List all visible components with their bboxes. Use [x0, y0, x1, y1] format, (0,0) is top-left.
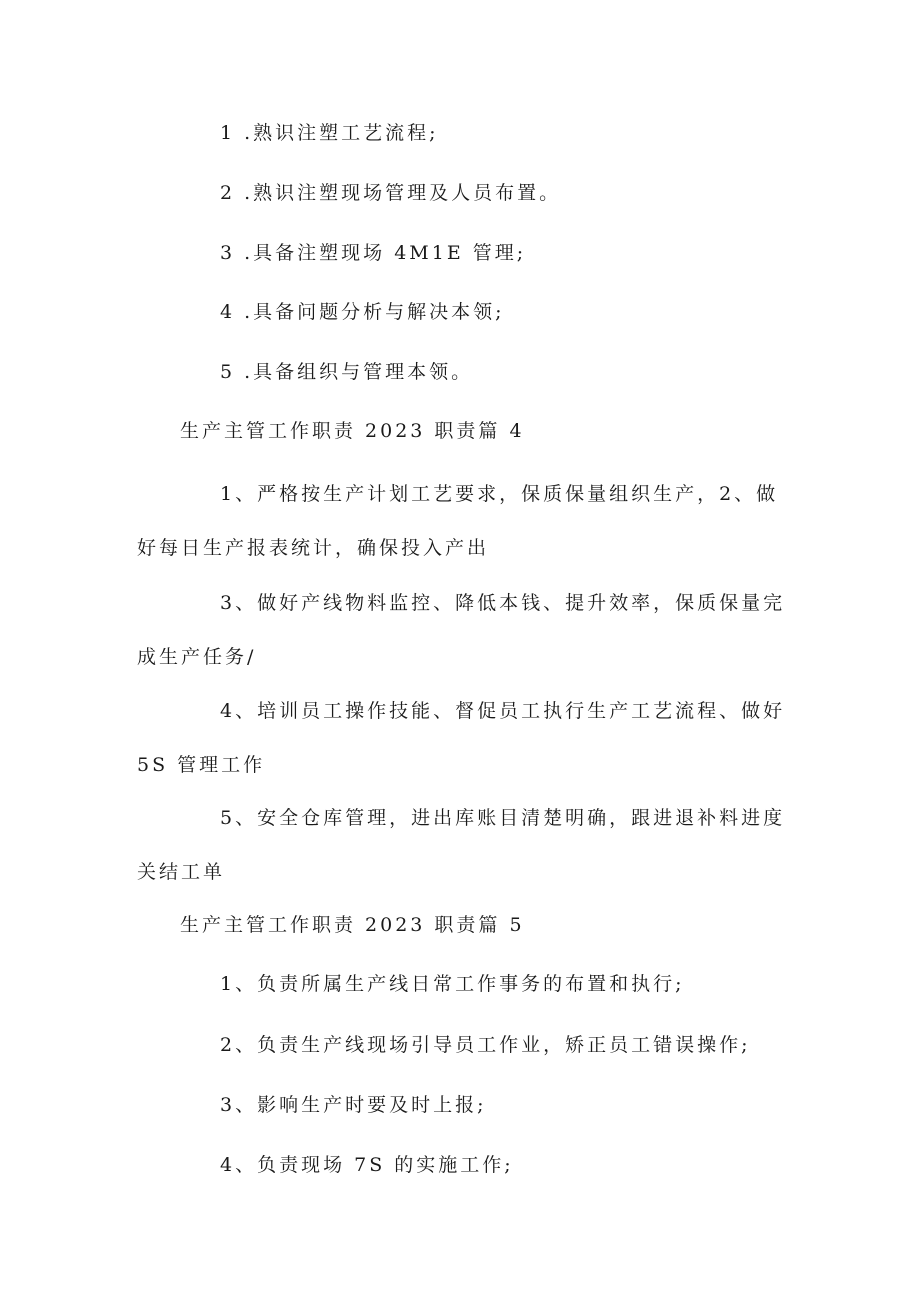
list-item: 2、负责生产线现场引导员工作业，矫正员工错误操作; [220, 1034, 751, 1056]
paragraph: 3、做好产线物料监控、降低本钱、提升效率，保质保量完成生产任务/ [137, 592, 786, 668]
list-item: 4 .具备问题分析与解决本领; [220, 301, 505, 323]
list-item: 2 .熟识注塑现场管理及人员布置。 [220, 182, 562, 204]
list-item: 5 .具备组织与管理本领。 [220, 361, 474, 383]
paragraph: 5、安全仓库管理，进出库账目清楚明确，跟进退补料进度关结工单 [137, 807, 786, 883]
paragraph: 4、培训员工操作技能、督促员工执行生产工艺流程、做好 5S 管理工作 [137, 700, 786, 776]
list-item: 1、负责所属生产线日常工作事务的布置和执行; [220, 973, 685, 995]
list-item: 4、负责现场 7S 的实施工作; [220, 1154, 514, 1176]
list-item: 1 .熟识注塑工艺流程; [220, 122, 439, 144]
list-item: 3 .具备注塑现场 4M1E 管理; [220, 242, 527, 264]
section-heading: 生产主管工作职责 2023 职责篇 4 [180, 420, 525, 442]
paragraph: 1、严格按生产计划工艺要求，保质保量组织生产，2、做好每日生产报表统计，确保投入产出 [137, 483, 779, 559]
section-heading: 生产主管工作职责 2023 职责篇 5 [180, 914, 525, 936]
list-item: 3、影响生产时要及时上报; [220, 1094, 487, 1116]
